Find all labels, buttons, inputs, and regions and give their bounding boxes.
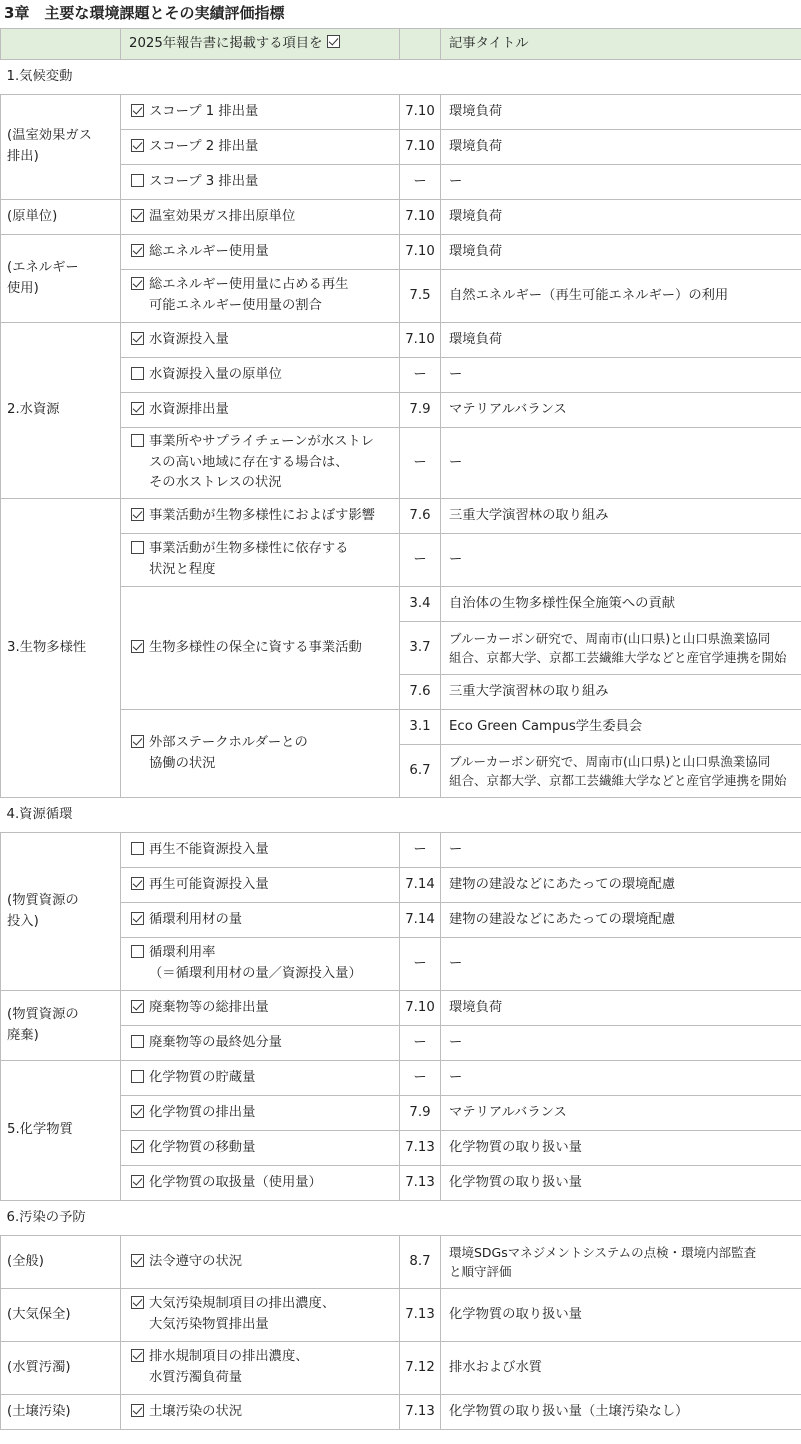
- checkbox-unchecked-icon: [131, 842, 144, 855]
- indicator-item: [121, 165, 400, 200]
- article-title: ー: [441, 428, 801, 499]
- article-title: 自然エネルギー（再生可能エネルギー）の利用: [441, 270, 801, 323]
- checkbox-checked-icon: [131, 877, 144, 890]
- indicator-item-content: [131, 1402, 391, 1423]
- section-number: 7.9: [400, 393, 441, 428]
- article-title: ブルーカーボン研究で、周南市(山口県)と山口県漁業協同 組合、京都大学、京都工芸繊維大学などと産官学連携を開始: [441, 745, 801, 798]
- indicator-item-label: 化学物質の移動量: [149, 1139, 256, 1155]
- section-number: 7.5: [400, 270, 441, 323]
- table-row: [1, 1026, 801, 1061]
- table-row: [1, 130, 801, 165]
- article-title: 環境負荷: [441, 235, 801, 270]
- category-label: (物質資源の 廃棄): [1, 991, 121, 1061]
- checkbox-checked-icon: [131, 508, 144, 521]
- section-number: 7.10: [400, 95, 441, 130]
- indicator-item: [121, 1026, 400, 1061]
- section-number: ー: [400, 1026, 441, 1061]
- table-row: [1, 323, 801, 358]
- indicator-item: [121, 1166, 400, 1201]
- indicator-item: [121, 270, 400, 323]
- indicator-item-content: [131, 330, 391, 351]
- indicator-item-content: [131, 638, 391, 659]
- table-row: [1, 710, 801, 745]
- article-title: 自治体の生物多様性保全施策への貢献: [441, 587, 801, 622]
- table-row: [1, 1395, 801, 1430]
- indicator-item-label: 総エネルギー使用量: [149, 243, 269, 259]
- section-number: 6.7: [400, 745, 441, 798]
- table-row: [1, 428, 801, 499]
- article-title: 環境負荷: [441, 323, 801, 358]
- table-row: [1, 1131, 801, 1166]
- indicator-item: [121, 587, 400, 710]
- checkbox-checked-icon: [327, 35, 340, 48]
- table-row: [1, 868, 801, 903]
- header-items-col: [121, 29, 400, 60]
- indicator-item-label: 化学物質の貯蔵量: [149, 1069, 256, 1085]
- section-number: 8.7: [400, 1236, 441, 1289]
- indicator-item-content: [131, 1294, 391, 1335]
- indicator-item: [121, 1096, 400, 1131]
- indicator-item-label: 水資源排出量: [149, 401, 229, 417]
- indicator-item-label: 循環利用材の量: [149, 911, 243, 927]
- section-number: 3.4: [400, 587, 441, 622]
- indicator-item-content: [131, 733, 391, 774]
- article-title: Eco Green Campus学生委員会: [441, 710, 801, 745]
- indicator-item-content: [131, 365, 391, 386]
- indicator-item-label: 化学物質の排出量: [149, 1104, 256, 1120]
- section-number: 7.6: [400, 675, 441, 710]
- checkbox-checked-icon: [131, 277, 144, 290]
- section-number: 3.1: [400, 710, 441, 745]
- indicator-item-label: 事業活動が生物多様性におよぼす影響: [149, 507, 376, 523]
- indicator-item: [121, 200, 400, 235]
- indicator-item-label: スコープ 3 排出量: [149, 173, 259, 189]
- section-number: 7.10: [400, 200, 441, 235]
- article-title: 建物の建設などにあたっての環境配慮: [441, 868, 801, 903]
- article-title: 環境負荷: [441, 991, 801, 1026]
- section-heading: 4.資源循環: [1, 798, 801, 833]
- table-header-row: [1, 29, 801, 60]
- article-title: 三重大学演習林の取り組み: [441, 675, 801, 710]
- article-title: 化学物質の取り扱い量（土壌汚染なし）: [441, 1395, 801, 1430]
- article-title: ー: [441, 938, 801, 991]
- article-title: ー: [441, 358, 801, 393]
- category-label: (大気保全): [1, 1289, 121, 1342]
- indicator-item-content: [131, 432, 391, 494]
- checkbox-checked-icon: [131, 139, 144, 152]
- table-row: [1, 1236, 801, 1289]
- indicator-item: [121, 393, 400, 428]
- indicator-item: [121, 1289, 400, 1342]
- checkbox-checked-icon: [131, 402, 144, 415]
- checkbox-checked-icon: [131, 1175, 144, 1188]
- indicator-item-content: [131, 207, 391, 228]
- indicator-item: [121, 833, 400, 868]
- indicator-item-label: 化学物質の取扱量（使用量）: [149, 1174, 322, 1190]
- section-number: 7.10: [400, 130, 441, 165]
- section-number: 7.10: [400, 323, 441, 358]
- indicator-item: [121, 938, 400, 991]
- article-title: 化学物質の取り扱い量: [441, 1166, 801, 1201]
- checkbox-unchecked-icon: [131, 945, 144, 958]
- checkbox-checked-icon: [131, 1349, 144, 1362]
- indicator-table: [0, 28, 801, 1430]
- indicator-item: [121, 868, 400, 903]
- checkbox-checked-icon: [131, 1105, 144, 1118]
- checkbox-checked-icon: [131, 244, 144, 257]
- article-title: 化学物質の取り扱い量: [441, 1131, 801, 1166]
- indicator-item-content: [131, 1347, 391, 1388]
- indicator-item-label: 法令遵守の状況: [149, 1253, 243, 1269]
- indicator-item-content: [131, 137, 391, 158]
- table-row: [1, 1289, 801, 1342]
- checkbox-checked-icon: [131, 1296, 144, 1309]
- indicator-item: [121, 991, 400, 1026]
- indicator-item-content: [131, 1033, 391, 1054]
- indicator-item: [121, 1236, 400, 1289]
- indicator-item-content: [131, 539, 391, 580]
- section-number: ー: [400, 534, 441, 587]
- category-label: (全般): [1, 1236, 121, 1289]
- indicator-item-label: 大気汚染規制項目の排出濃度、 大気汚染物質排出量: [149, 1296, 336, 1332]
- indicator-item: [121, 95, 400, 130]
- section-heading: 6.汚染の予防: [1, 1201, 801, 1236]
- indicator-item-label: 廃棄物等の総排出量: [149, 999, 269, 1015]
- category-label: (原単位): [1, 200, 121, 235]
- indicator-item-content: [131, 506, 391, 527]
- indicator-item-content: [131, 910, 391, 931]
- article-title: 三重大学演習林の取り組み: [441, 499, 801, 534]
- indicator-item-label: 土壌汚染の状況: [149, 1403, 243, 1419]
- article-title: マテリアルバランス: [441, 1096, 801, 1131]
- section-number: 7.13: [400, 1166, 441, 1201]
- checkbox-checked-icon: [131, 735, 144, 748]
- article-title: 化学物質の取り扱い量: [441, 1289, 801, 1342]
- indicator-item-content: [131, 943, 391, 984]
- indicator-item: [121, 358, 400, 393]
- indicator-item: [121, 1395, 400, 1430]
- indicator-item-content: [131, 1138, 391, 1159]
- section-number: 3.7: [400, 622, 441, 675]
- indicator-item-label: 事業活動が生物多様性に依存する 状況と程度: [149, 541, 349, 577]
- category-label: 3.生物多様性: [1, 499, 121, 798]
- header-section-col: [400, 29, 441, 60]
- table-row: [1, 534, 801, 587]
- indicator-item-content: [131, 172, 391, 193]
- checkbox-unchecked-icon: [131, 434, 144, 447]
- checkbox-checked-icon: [131, 104, 144, 117]
- indicator-item-content: [131, 840, 391, 861]
- indicator-item-content: [131, 400, 391, 421]
- indicator-item-label: 水資源投入量の原単位: [149, 366, 282, 382]
- article-title: ー: [441, 165, 801, 200]
- section-number: 7.12: [400, 1342, 441, 1395]
- table-row: [1, 499, 801, 534]
- table-row: [1, 991, 801, 1026]
- checkbox-unchecked-icon: [131, 541, 144, 554]
- checkbox-checked-icon: [131, 912, 144, 925]
- article-title: 環境SDGsマネジメントシステムの点検・環境内部監査 と順守評価: [441, 1236, 801, 1289]
- indicator-item: [121, 428, 400, 499]
- table-row: [1, 235, 801, 270]
- indicator-item: [121, 534, 400, 587]
- indicator-item-label: 総エネルギー使用量に占める再生 可能エネルギー使用量の割合: [149, 277, 349, 313]
- table-row: [1, 393, 801, 428]
- indicator-item-content: [131, 1103, 391, 1124]
- indicator-item-content: [131, 875, 391, 896]
- checkbox-checked-icon: [131, 640, 144, 653]
- header-title-col: 記事タイトル: [441, 29, 801, 60]
- indicator-item-label: 廃棄物等の最終処分量: [149, 1034, 282, 1050]
- table-row: [1, 95, 801, 130]
- checkbox-unchecked-icon: [131, 1035, 144, 1048]
- indicator-item: [121, 323, 400, 358]
- indicator-item: [121, 903, 400, 938]
- table-row: [1, 1061, 801, 1096]
- indicator-item-label: 温室効果ガス排出原単位: [149, 208, 296, 224]
- checkbox-unchecked-icon: [131, 367, 144, 380]
- indicator-item-label: 水資源投入量: [149, 331, 229, 347]
- checkbox-checked-icon: [131, 1254, 144, 1267]
- article-title: ブルーカーボン研究で、周南市(山口県)と山口県漁業協同 組合、京都大学、京都工芸繊維大学などと産官学連携を開始: [441, 622, 801, 675]
- indicator-item: [121, 235, 400, 270]
- section-number: ー: [400, 1061, 441, 1096]
- section-number: ー: [400, 165, 441, 200]
- section-heading: 1.気候変動: [1, 60, 801, 95]
- checkbox-unchecked-icon: [131, 1070, 144, 1083]
- indicator-item: [121, 1061, 400, 1096]
- article-title: 建物の建設などにあたっての環境配慮: [441, 903, 801, 938]
- section-number: ー: [400, 833, 441, 868]
- indicator-item-content: [131, 102, 391, 123]
- indicator-item: [121, 499, 400, 534]
- indicator-item: [121, 710, 400, 798]
- section-number: 7.13: [400, 1395, 441, 1430]
- section-heading-row: [1, 1201, 801, 1236]
- category-label: 2.水資源: [1, 323, 121, 499]
- section-heading-row: [1, 798, 801, 833]
- section-number: ー: [400, 938, 441, 991]
- section-number: ー: [400, 358, 441, 393]
- section-number: ー: [400, 428, 441, 499]
- article-title: ー: [441, 1061, 801, 1096]
- section-number: 7.10: [400, 235, 441, 270]
- indicator-item-label: 再生可能資源投入量: [149, 876, 269, 892]
- article-title: ー: [441, 534, 801, 587]
- category-label: (温室効果ガス 排出): [1, 95, 121, 200]
- category-label: 5.化学物質: [1, 1061, 121, 1201]
- article-title: 環境負荷: [441, 95, 801, 130]
- table-row: [1, 358, 801, 393]
- table-row: [1, 1096, 801, 1131]
- article-title: ー: [441, 1026, 801, 1061]
- table-row: [1, 903, 801, 938]
- section-number: 7.9: [400, 1096, 441, 1131]
- category-label: (物質資源の 投入): [1, 833, 121, 991]
- article-title: ー: [441, 833, 801, 868]
- indicator-item-content: [131, 1252, 391, 1273]
- checkbox-checked-icon: [131, 1000, 144, 1013]
- indicator-item-label: 事業所やサプライチェーンが水ストレ スの高い地域に存在する場合は、 その水ストレスの状況: [149, 434, 374, 491]
- checkbox-checked-icon: [131, 209, 144, 222]
- section-number: 7.13: [400, 1131, 441, 1166]
- header-diagonal-cell: [1, 29, 121, 60]
- table-row: [1, 833, 801, 868]
- indicator-item-label: 循環利用率 （＝循環利用材の量／資源投入量）: [149, 945, 362, 981]
- indicator-item-content: [131, 998, 391, 1019]
- indicator-item: [121, 1342, 400, 1395]
- indicator-item: [121, 130, 400, 165]
- checkbox-unchecked-icon: [131, 174, 144, 187]
- table-row: [1, 270, 801, 323]
- indicator-item-content: [131, 275, 391, 316]
- section-number: 7.10: [400, 991, 441, 1026]
- table-row: [1, 165, 801, 200]
- article-title: 環境負荷: [441, 200, 801, 235]
- indicator-item: [121, 1131, 400, 1166]
- indicator-item-content: [131, 1068, 391, 1089]
- article-title: 排水および水質: [441, 1342, 801, 1395]
- table-row: [1, 1342, 801, 1395]
- article-title: 環境負荷: [441, 130, 801, 165]
- table-row: [1, 200, 801, 235]
- checkbox-checked-icon: [131, 1140, 144, 1153]
- section-number: 7.14: [400, 868, 441, 903]
- article-title: マテリアルバランス: [441, 393, 801, 428]
- indicator-item-content: [131, 1173, 391, 1194]
- table-row: [1, 1166, 801, 1201]
- page-title: 3章 主要な環境課題とその実績評価指標: [4, 4, 285, 22]
- indicator-item-label: 排水規制項目の排出濃度、 水質汚濁負荷量: [149, 1349, 309, 1385]
- category-label: (エネルギー 使用): [1, 235, 121, 323]
- indicator-item-label: 再生不能資源投入量: [149, 841, 269, 857]
- section-heading-row: [1, 60, 801, 95]
- section-number: 7.14: [400, 903, 441, 938]
- indicator-item-label: スコープ 1 排出量: [149, 103, 259, 119]
- section-number: 7.13: [400, 1289, 441, 1342]
- indicator-item-label: 外部ステークホルダーとの 協働の状況: [149, 734, 308, 771]
- indicator-item-label: 生物多様性の保全に資する事業活動: [149, 639, 362, 655]
- category-label: (水質汚濁): [1, 1342, 121, 1395]
- table-row: [1, 938, 801, 991]
- table-row: [1, 587, 801, 622]
- header-items-label: 2025年報告書に掲載する項目を: [129, 35, 323, 51]
- checkbox-checked-icon: [131, 332, 144, 345]
- indicator-item-content: [131, 242, 391, 263]
- section-number: 7.6: [400, 499, 441, 534]
- checkbox-checked-icon: [131, 1404, 144, 1417]
- indicator-item-label: スコープ 2 排出量: [149, 138, 259, 154]
- category-label: (土壌汚染): [1, 1395, 121, 1430]
